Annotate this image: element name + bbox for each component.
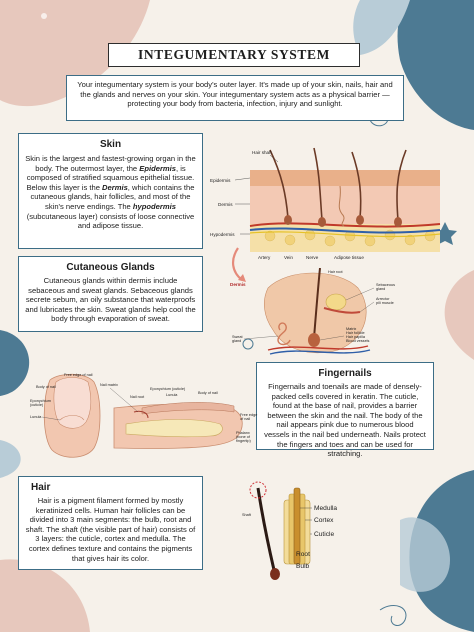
label-nerve: Nerve — [306, 255, 319, 260]
label-hypodermis: Hypodermis — [210, 232, 235, 237]
label-cortex: Cortex — [314, 517, 334, 524]
label-eponychium-1: Eponychium — [30, 399, 51, 403]
intro-box — [66, 75, 404, 121]
skin-section — [18, 133, 203, 249]
label-medulla: Medulla — [314, 505, 338, 512]
skin-term-dermis: Dermis — [102, 182, 128, 192]
label-eponychium-3: Eponychium (cuticle) — [150, 387, 186, 391]
label-dermis-gland: Dermis — [230, 282, 246, 287]
phalanx-bone — [126, 420, 222, 437]
skin-text-part-3: , which contains the cutaneous glands, hair follicles, and most of the skin's nerve endings. The — [30, 182, 195, 211]
label-sebaceous-2: gland — [376, 287, 386, 291]
cutaneous-gland-diagram — [228, 268, 428, 356]
glands-section — [18, 256, 203, 332]
label-shaft: Shaft — [242, 513, 251, 517]
label-sweat-1: Sweat — [232, 335, 243, 339]
glands-heading: Cutaneous Glands — [66, 262, 155, 273]
skin-term-epidermis: Epidermis — [139, 163, 176, 173]
label-bulb: Bulb — [296, 563, 310, 570]
label-free-edge-r1: Free edge — [240, 413, 258, 417]
label-matrix: Matrix — [346, 327, 357, 331]
glands-text: Cutaneous glands within dermis include sebaceous and sweat glands. Sebaceous glands secrete sebum, an oily substance that waterproofs and lubricates the skin. Sweat glands help cool the body through evaporation of sweat. — [25, 276, 196, 324]
nail-plate-top-view — [54, 378, 91, 429]
page-title: INTEGUMENTARY SYSTEM — [138, 47, 330, 62]
label-hair-papilla: Hair papilla — [346, 335, 365, 339]
bg-swirl-bottom — [380, 605, 406, 625]
intro-text: Your integumentary system is your body's outer layer. It's made up of your skin, nails, hair and the glands and nerves on your skin. Your integumentary system acts as a physical barrier — protecting your body from bacteria, infection, injury and sunlight. — [77, 80, 393, 109]
label-adipose-tissue: Adipose tissue — [334, 255, 364, 260]
label-nail-root: Nail root — [130, 395, 145, 399]
skin-text — [25, 154, 196, 231]
skin-text-part-1: Skin is the largest and fastest-growing organ in the body. The outermost layer, the — [25, 154, 196, 173]
label-root: Root — [296, 551, 310, 558]
skin-cross-section-diagram — [210, 140, 446, 260]
label-hair-shaft: Hair shaft — [252, 150, 272, 155]
hair-bulb — [308, 333, 320, 347]
label-epidermis: Epidermis — [210, 178, 231, 183]
label-blood-vessels: Blood vessels — [346, 339, 370, 343]
label-lunule-2: Lunula — [166, 393, 178, 397]
skin-heading: Skin — [99, 139, 122, 150]
label-free-edge-top: Free edge of nail — [64, 373, 93, 377]
hair-heading: Hair — [31, 482, 51, 493]
label-hair-follicle: Hair follicle — [346, 331, 365, 335]
bg-blob-bottom-left — [0, 559, 90, 632]
skin-text-part-4: (subcutaneous layer) consists of loose connective and adipose tissue. — [26, 211, 195, 231]
hair-structure-diagram — [228, 474, 378, 586]
hair-text: Hair is a pigment filament formed by mostly keratinized cells. Human hair follicles can be divided into 3 main segments: the bulb, root and shaft. The shaft (the visible part of hair) consists of 3 layers: the cuticle, cortex and medulla. The cortex defines texture and contains the pigments that gives hair its color. — [25, 496, 196, 563]
bg-blob-right-mid — [445, 270, 474, 360]
label-nail-matrix: Nail matrix — [100, 383, 118, 387]
label-arrector-1: Arrector — [376, 297, 390, 301]
nails-section — [256, 362, 434, 459]
label-body-of-nail-2: Body of nail — [198, 391, 218, 395]
label-free-edge-r2: of nail — [240, 417, 251, 421]
nail-anatomy-diagram — [30, 368, 258, 468]
label-vein: Vein — [284, 255, 293, 260]
label-eponychium-2: (cuticle) — [30, 403, 44, 407]
label-artery: Artery — [258, 255, 271, 260]
label-sweat-2: gland — [232, 339, 242, 343]
title-box — [108, 43, 360, 67]
skin-term-hypodermis: hypodermis — [132, 201, 176, 211]
label-hair-root: Hair root — [328, 270, 343, 274]
label-lunule: Lunula — [30, 415, 42, 419]
label-dermis: Dermis — [218, 202, 233, 207]
bg-blob-left-lower — [0, 440, 21, 478]
dermis-layer — [250, 186, 440, 224]
label-phalanx-1: Phalanx — [236, 431, 250, 435]
nails-heading: Fingernails — [318, 368, 372, 379]
sebaceous-gland — [326, 294, 346, 310]
label-phalanx-2: (bone of — [236, 435, 250, 439]
bg-dot — [41, 13, 47, 19]
nails-text: Fingernails and toenails are made of densely-packed cells covered in keratin. The cuticle, found at the base of nail, provides a barrier between the skin and the nail. The body of the nail appears pink due to numerous blood vessels in the nail bed underneath. Nails protect the fingers and toes and can be used for stratching. — [264, 382, 426, 459]
hair-strand — [258, 488, 274, 570]
bg-blob-top-right — [398, 0, 474, 130]
label-cuticle: Cuticle — [314, 531, 335, 538]
hair-section — [18, 476, 203, 570]
label-sebaceous-1: Sebaceous — [376, 283, 395, 287]
label-body-of-nail: Body of nail — [36, 385, 56, 389]
label-phalanx-3: fingertip) — [236, 439, 251, 443]
label-arrector-2: pili muscle — [376, 301, 394, 305]
bg-blob-left-mid — [0, 330, 29, 396]
hair-strand-bulb — [270, 568, 280, 580]
skin-text-part-2: , is composed of stratified squamous epithelial tissue. Below this layer is the — [26, 163, 195, 192]
